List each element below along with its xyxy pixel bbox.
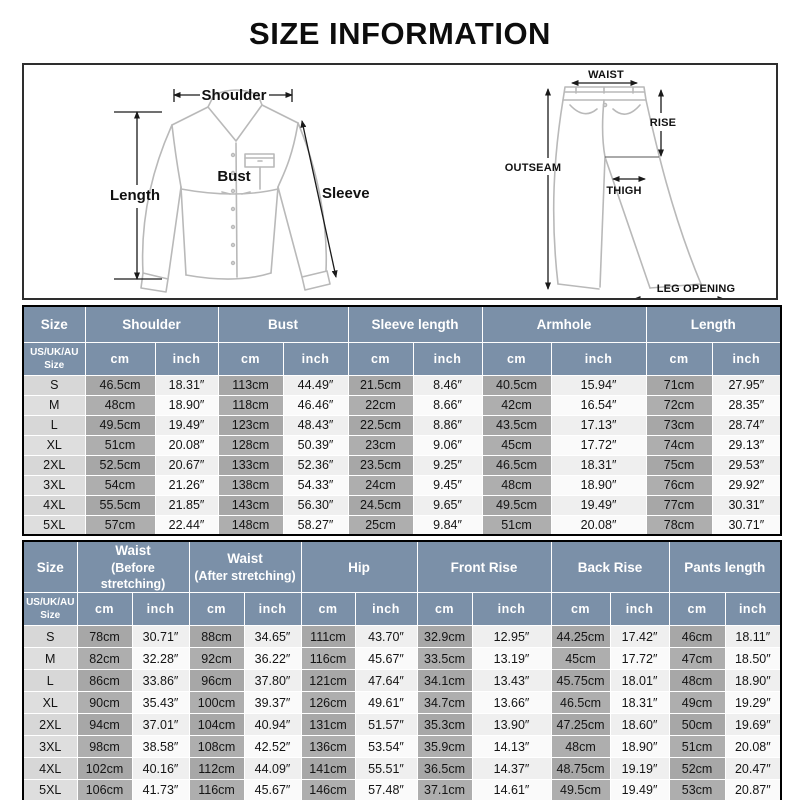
inch-value-cell: 33.86″ <box>132 670 189 692</box>
cm-value-cell: 106cm <box>77 780 132 800</box>
group-label-line2: (After stretching) <box>194 568 296 583</box>
inch-value-cell: 20.67″ <box>155 455 218 475</box>
group-label-line1: Waist <box>227 551 263 567</box>
inch-value-cell: 19.49″ <box>551 495 646 515</box>
cm-value-cell: 72cm <box>646 395 712 415</box>
inch-value-cell: 9.25″ <box>413 455 482 475</box>
cm-value-cell: 24cm <box>348 475 413 495</box>
cm-value-cell: 46.5cm <box>551 692 610 714</box>
unit-inch-header: inch <box>132 593 189 626</box>
cm-value-cell: 43.5cm <box>482 415 551 435</box>
cm-value-cell: 52cm <box>669 758 725 780</box>
cm-value-cell: 111cm <box>301 626 355 648</box>
inch-value-cell: 35.43″ <box>132 692 189 714</box>
inch-value-cell: 40.16″ <box>132 758 189 780</box>
shirt-measurement-diagram <box>24 65 444 298</box>
cm-value-cell: 86cm <box>77 670 132 692</box>
inch-value-cell: 18.31″ <box>610 692 669 714</box>
inch-value-cell: 16.54″ <box>551 395 646 415</box>
col-header-waist-before <box>77 541 189 593</box>
size-cell: S <box>23 375 85 395</box>
cm-value-cell: 34.1cm <box>417 670 472 692</box>
unit-cm-header: cm <box>482 342 551 375</box>
cm-value-cell: 77cm <box>646 495 712 515</box>
inch-value-cell: 58.27″ <box>283 515 348 535</box>
cm-value-cell: 33.5cm <box>417 648 472 670</box>
cm-value-cell: 50cm <box>669 714 725 736</box>
unit-cm-header: cm <box>218 342 283 375</box>
inch-value-cell: 18.50″ <box>725 648 781 670</box>
pants-waist-label: WAIST <box>588 69 624 81</box>
shirt-size-table <box>22 305 782 536</box>
inch-value-cell: 20.87″ <box>725 780 781 800</box>
cm-value-cell: 123cm <box>218 415 283 435</box>
cm-value-cell: 49cm <box>669 692 725 714</box>
inch-value-cell: 8.66″ <box>413 395 482 415</box>
unit-header-row <box>23 593 781 626</box>
group-label-line1: Waist <box>115 543 151 558</box>
table-row <box>23 475 781 495</box>
table-row <box>23 780 781 800</box>
cm-value-cell: 47.25cm <box>551 714 610 736</box>
inch-value-cell: 18.90″ <box>551 475 646 495</box>
table-row <box>23 375 781 395</box>
inch-value-cell: 34.65″ <box>244 626 301 648</box>
cm-value-cell: 90cm <box>77 692 132 714</box>
inch-value-cell: 55.51″ <box>355 758 417 780</box>
inch-value-cell: 46.46″ <box>283 395 348 415</box>
inch-value-cell: 12.95″ <box>472 626 551 648</box>
inch-value-cell: 18.31″ <box>155 375 218 395</box>
cm-value-cell: 88cm <box>189 626 244 648</box>
col-header-front-rise: Front Rise <box>417 541 551 593</box>
inch-value-cell: 14.61″ <box>472 780 551 800</box>
unit-inch-header: inch <box>551 342 646 375</box>
inch-value-cell: 42.52″ <box>244 736 301 758</box>
inch-value-cell: 30.71″ <box>712 515 781 535</box>
col-header-size: Size <box>23 541 77 593</box>
unit-cm-header: cm <box>669 593 725 626</box>
cm-value-cell: 78cm <box>77 626 132 648</box>
cm-value-cell: 92cm <box>189 648 244 670</box>
cm-value-cell: 47cm <box>669 648 725 670</box>
cm-value-cell: 55.5cm <box>85 495 155 515</box>
cm-value-cell: 51cm <box>669 736 725 758</box>
cm-value-cell: 82cm <box>77 648 132 670</box>
table-row <box>23 736 781 758</box>
size-cell: 4XL <box>23 495 85 515</box>
table-row <box>23 495 781 515</box>
inch-value-cell: 15.94″ <box>551 375 646 395</box>
table-row <box>23 626 781 648</box>
inch-value-cell: 48.43″ <box>283 415 348 435</box>
size-cell: 2XL <box>23 455 85 475</box>
cm-value-cell: 36.5cm <box>417 758 472 780</box>
cm-value-cell: 133cm <box>218 455 283 475</box>
inch-value-cell: 30.71″ <box>132 626 189 648</box>
inch-value-cell: 52.36″ <box>283 455 348 475</box>
cm-value-cell: 48cm <box>482 475 551 495</box>
cm-value-cell: 112cm <box>189 758 244 780</box>
inch-value-cell: 14.37″ <box>472 758 551 780</box>
cm-value-cell: 148cm <box>218 515 283 535</box>
table-row <box>23 758 781 780</box>
cm-value-cell: 24.5cm <box>348 495 413 515</box>
table-row <box>23 395 781 415</box>
cm-value-cell: 54cm <box>85 475 155 495</box>
unit-cm-header: cm <box>85 342 155 375</box>
cm-value-cell: 21.5cm <box>348 375 413 395</box>
cm-value-cell: 76cm <box>646 475 712 495</box>
size-line: Size <box>44 359 65 371</box>
inch-value-cell: 36.22″ <box>244 648 301 670</box>
page-title: SIZE INFORMATION <box>249 16 551 51</box>
inch-value-cell: 49.61″ <box>355 692 417 714</box>
cm-value-cell: 104cm <box>189 714 244 736</box>
unit-cm-header: cm <box>348 342 413 375</box>
inch-value-cell: 45.67″ <box>244 780 301 800</box>
cm-value-cell: 45cm <box>482 435 551 455</box>
inch-value-cell: 17.72″ <box>551 435 646 455</box>
cm-value-cell: 141cm <box>301 758 355 780</box>
unit-inch-header: inch <box>712 342 781 375</box>
inch-value-cell: 28.74″ <box>712 415 781 435</box>
inch-value-cell: 17.42″ <box>610 626 669 648</box>
cm-value-cell: 131cm <box>301 714 355 736</box>
cm-value-cell: 48cm <box>669 670 725 692</box>
size-cell: L <box>23 415 85 435</box>
col-header-pants-length: Pants length <box>669 541 781 593</box>
inch-value-cell: 40.94″ <box>244 714 301 736</box>
cm-value-cell: 136cm <box>301 736 355 758</box>
table-row <box>23 670 781 692</box>
size-cell: 5XL <box>23 780 77 800</box>
inch-value-cell: 18.90″ <box>610 736 669 758</box>
group-label-line2: (Before stretching) <box>100 560 166 591</box>
inch-value-cell: 53.54″ <box>355 736 417 758</box>
table-row <box>23 714 781 736</box>
inch-value-cell: 14.13″ <box>472 736 551 758</box>
size-cell: XL <box>23 692 77 714</box>
size-cell: 2XL <box>23 714 77 736</box>
cm-value-cell: 51cm <box>85 435 155 455</box>
us-uk-au-size-header <box>23 342 85 375</box>
inch-value-cell: 19.29″ <box>725 692 781 714</box>
col-header-sleeve-length: Sleeve length <box>348 306 482 342</box>
inch-value-cell: 20.47″ <box>725 758 781 780</box>
cm-value-cell: 23cm <box>348 435 413 455</box>
shirt-sketch <box>141 90 330 292</box>
inch-value-cell: 38.58″ <box>132 736 189 758</box>
inch-value-cell: 8.86″ <box>413 415 482 435</box>
inch-value-cell: 43.70″ <box>355 626 417 648</box>
col-header-waist-after <box>189 541 301 593</box>
cm-value-cell: 51cm <box>482 515 551 535</box>
cm-value-cell: 45.75cm <box>551 670 610 692</box>
cm-value-cell: 53cm <box>669 780 725 800</box>
inch-value-cell: 54.33″ <box>283 475 348 495</box>
unit-cm-header: cm <box>551 593 610 626</box>
cm-value-cell: 57cm <box>85 515 155 535</box>
us-uk-au-line: US/UK/AU <box>30 346 79 358</box>
inch-value-cell: 56.30″ <box>283 495 348 515</box>
inch-value-cell: 51.57″ <box>355 714 417 736</box>
cm-value-cell: 73cm <box>646 415 712 435</box>
col-header-size: Size <box>23 306 85 342</box>
cm-value-cell: 22.5cm <box>348 415 413 435</box>
pants-leg-opening-label: LEG OPENING <box>656 283 736 295</box>
inch-value-cell: 21.26″ <box>155 475 218 495</box>
cm-value-cell: 113cm <box>218 375 283 395</box>
col-header-armhole: Armhole <box>482 306 646 342</box>
inch-value-cell: 20.08″ <box>155 435 218 455</box>
inch-value-cell: 17.72″ <box>610 648 669 670</box>
unit-cm-header: cm <box>646 342 712 375</box>
cm-value-cell: 37.1cm <box>417 780 472 800</box>
inch-value-cell: 18.01″ <box>610 670 669 692</box>
inch-value-cell: 39.37″ <box>244 692 301 714</box>
group-header-row <box>23 541 781 593</box>
pants-rise-label: RISE <box>649 117 677 129</box>
cm-value-cell: 48cm <box>551 736 610 758</box>
cm-value-cell: 96cm <box>189 670 244 692</box>
inch-value-cell: 19.49″ <box>155 415 218 435</box>
cm-value-cell: 100cm <box>189 692 244 714</box>
cm-value-cell: 25cm <box>348 515 413 535</box>
pants-size-table-body <box>23 626 781 800</box>
cm-value-cell: 23.5cm <box>348 455 413 475</box>
table-row <box>23 435 781 455</box>
cm-value-cell: 116cm <box>301 648 355 670</box>
cm-value-cell: 146cm <box>301 780 355 800</box>
inch-value-cell: 18.60″ <box>610 714 669 736</box>
size-cell: 3XL <box>23 475 85 495</box>
shirt-bust-label: Bust <box>217 168 251 185</box>
inch-value-cell: 45.67″ <box>355 648 417 670</box>
size-cell: 5XL <box>23 515 85 535</box>
shirt-shoulder-label: Shoulder <box>201 87 267 104</box>
table-row <box>23 455 781 475</box>
inch-value-cell: 18.90″ <box>725 670 781 692</box>
cm-value-cell: 45cm <box>551 648 610 670</box>
cm-value-cell: 121cm <box>301 670 355 692</box>
inch-value-cell: 47.64″ <box>355 670 417 692</box>
inch-value-cell: 20.08″ <box>551 515 646 535</box>
inch-value-cell: 29.53″ <box>712 455 781 475</box>
cm-value-cell: 48cm <box>85 395 155 415</box>
col-header-hip: Hip <box>301 541 417 593</box>
size-cell: XL <box>23 435 85 455</box>
col-header-length: Length <box>646 306 781 342</box>
inch-value-cell: 17.13″ <box>551 415 646 435</box>
unit-cm-header: cm <box>189 593 244 626</box>
group-header-row <box>23 306 781 342</box>
inch-value-cell: 19.49″ <box>610 780 669 800</box>
shirt-sleeve-label: Sleeve <box>322 185 370 202</box>
cm-value-cell: 116cm <box>189 780 244 800</box>
unit-header-row <box>23 342 781 375</box>
cm-value-cell: 49.5cm <box>482 495 551 515</box>
table-row <box>23 515 781 535</box>
unit-cm-header: cm <box>301 593 355 626</box>
unit-inch-header: inch <box>472 593 551 626</box>
unit-inch-header: inch <box>355 593 417 626</box>
cm-value-cell: 78cm <box>646 515 712 535</box>
cm-value-cell: 49.5cm <box>85 415 155 435</box>
size-line: Size <box>40 610 61 622</box>
table-row <box>23 648 781 670</box>
cm-value-cell: 46.5cm <box>85 375 155 395</box>
inch-value-cell: 18.31″ <box>551 455 646 475</box>
cm-value-cell: 49.5cm <box>551 780 610 800</box>
table-row <box>23 692 781 714</box>
cm-value-cell: 108cm <box>189 736 244 758</box>
unit-inch-header: inch <box>283 342 348 375</box>
unit-inch-header: inch <box>610 593 669 626</box>
cm-value-cell: 102cm <box>77 758 132 780</box>
unit-cm-header: cm <box>417 593 472 626</box>
size-cell: 3XL <box>23 736 77 758</box>
size-cell: M <box>23 648 77 670</box>
pants-outseam-label: OUTSEAM <box>504 162 562 174</box>
inch-value-cell: 37.01″ <box>132 714 189 736</box>
inch-value-cell: 37.80″ <box>244 670 301 692</box>
inch-value-cell: 50.39″ <box>283 435 348 455</box>
inch-value-cell: 13.66″ <box>472 692 551 714</box>
inch-value-cell: 19.19″ <box>610 758 669 780</box>
inch-value-cell: 29.13″ <box>712 435 781 455</box>
inch-value-cell: 27.95″ <box>712 375 781 395</box>
col-header-bust: Bust <box>218 306 348 342</box>
shirt-length-label: Length <box>110 187 160 204</box>
inch-value-cell: 9.45″ <box>413 475 482 495</box>
inch-value-cell: 41.73″ <box>132 780 189 800</box>
inch-value-cell: 22.44″ <box>155 515 218 535</box>
pants-thigh-label: THIGH <box>606 185 642 197</box>
us-uk-au-size-header <box>23 593 77 626</box>
inch-value-cell: 44.49″ <box>283 375 348 395</box>
col-header-shoulder: Shoulder <box>85 306 218 342</box>
cm-value-cell: 98cm <box>77 736 132 758</box>
inch-value-cell: 32.28″ <box>132 648 189 670</box>
cm-value-cell: 35.3cm <box>417 714 472 736</box>
cm-value-cell: 126cm <box>301 692 355 714</box>
pants-measurement-diagram <box>444 65 776 298</box>
inch-value-cell: 21.85″ <box>155 495 218 515</box>
cm-value-cell: 32.9cm <box>417 626 472 648</box>
inch-value-cell: 9.84″ <box>413 515 482 535</box>
inch-value-cell: 18.90″ <box>155 395 218 415</box>
inch-value-cell: 9.65″ <box>413 495 482 515</box>
size-cell: L <box>23 670 77 692</box>
unit-inch-header: inch <box>155 342 218 375</box>
inch-value-cell: 13.19″ <box>472 648 551 670</box>
cm-value-cell: 74cm <box>646 435 712 455</box>
cm-value-cell: 75cm <box>646 455 712 475</box>
inch-value-cell: 8.46″ <box>413 375 482 395</box>
size-cell: M <box>23 395 85 415</box>
unit-inch-header: inch <box>725 593 781 626</box>
cm-value-cell: 71cm <box>646 375 712 395</box>
cm-value-cell: 94cm <box>77 714 132 736</box>
inch-value-cell: 13.43″ <box>472 670 551 692</box>
inch-value-cell: 44.09″ <box>244 758 301 780</box>
unit-cm-header: cm <box>77 593 132 626</box>
measurement-diagram-box <box>22 63 778 300</box>
shirt-size-table-body <box>23 375 781 535</box>
inch-value-cell: 9.06″ <box>413 435 482 455</box>
inch-value-cell: 19.69″ <box>725 714 781 736</box>
size-cell: 4XL <box>23 758 77 780</box>
inch-value-cell: 20.08″ <box>725 736 781 758</box>
inch-value-cell: 28.35″ <box>712 395 781 415</box>
col-header-back-rise: Back Rise <box>551 541 669 593</box>
inch-value-cell: 57.48″ <box>355 780 417 800</box>
cm-value-cell: 143cm <box>218 495 283 515</box>
cm-value-cell: 52.5cm <box>85 455 155 475</box>
us-uk-au-line: US/UK/AU <box>26 597 75 609</box>
inch-value-cell: 30.31″ <box>712 495 781 515</box>
cm-value-cell: 44.25cm <box>551 626 610 648</box>
cm-value-cell: 46.5cm <box>482 455 551 475</box>
cm-value-cell: 128cm <box>218 435 283 455</box>
cm-value-cell: 35.9cm <box>417 736 472 758</box>
unit-inch-header: inch <box>413 342 482 375</box>
cm-value-cell: 48.75cm <box>551 758 610 780</box>
cm-value-cell: 22cm <box>348 395 413 415</box>
cm-value-cell: 138cm <box>218 475 283 495</box>
table-row <box>23 415 781 435</box>
inch-value-cell: 18.11″ <box>725 626 781 648</box>
unit-inch-header: inch <box>244 593 301 626</box>
cm-value-cell: 46cm <box>669 626 725 648</box>
size-cell: S <box>23 626 77 648</box>
inch-value-cell: 13.90″ <box>472 714 551 736</box>
cm-value-cell: 40.5cm <box>482 375 551 395</box>
inch-value-cell: 29.92″ <box>712 475 781 495</box>
cm-value-cell: 42cm <box>482 395 551 415</box>
cm-value-cell: 34.7cm <box>417 692 472 714</box>
cm-value-cell: 118cm <box>218 395 283 415</box>
pants-size-table <box>22 540 782 800</box>
